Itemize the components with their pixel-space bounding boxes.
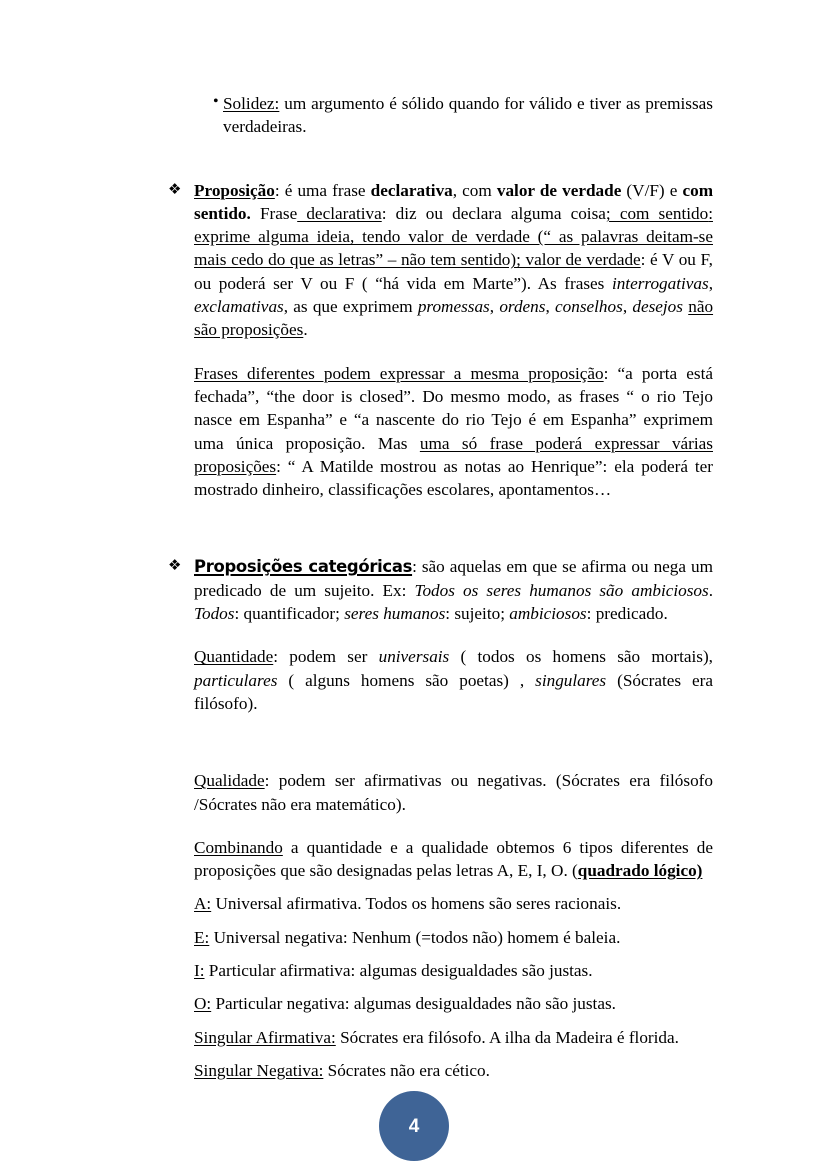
list-item-solidez — [168, 92, 713, 139]
quantidade-t4: (Sócrates era filósofo). — [194, 670, 714, 713]
spacer — [168, 501, 713, 541]
paragraph-frases-diferentes — [168, 362, 713, 502]
categoricas-t5: : predicado. — [586, 604, 668, 624]
list-item-singular-afirmativa — [168, 1026, 713, 1049]
categoricas-t2: . — [708, 580, 713, 600]
proposicao-i4: ordens — [499, 297, 546, 317]
proposicao-t8: , — [708, 273, 713, 293]
list-item-o — [168, 992, 713, 1015]
spacer — [168, 916, 713, 926]
frases-u1: Frases diferentes podem expressar a mesma proposição — [194, 363, 604, 383]
diamond-bullet-icon: ❖ — [168, 179, 182, 198]
frases-u2: uma só frase poderá expressar várias proposições — [194, 433, 713, 476]
proposicao-t14: . — [303, 320, 308, 340]
categoricas-t1: : são aquelas em que se afirma ou nega um predicado de um sujeito. Ex: — [194, 557, 713, 600]
proposicao-t9: , as que exprimem — [283, 297, 418, 317]
quantidade-t1: : podem ser — [273, 647, 379, 667]
categoricas-i4: ambiciosos — [509, 604, 587, 624]
qualidade-u1: Qualidade — [194, 771, 265, 791]
combinando-quadrado-logico: quadrado lógico) — [577, 861, 703, 881]
categoricas-i1: Todos os seres humanos são ambiciosos — [414, 580, 709, 600]
proposicao-u2: ; com sentido — [605, 203, 709, 223]
proposicao-term: Proposição — [194, 180, 275, 200]
spacer — [168, 625, 713, 645]
quantidade-u1: Quantidade — [194, 647, 274, 667]
proposicao-t3: (V/F) e — [621, 180, 683, 200]
aeio-text: Sócrates não era cético. — [323, 1060, 490, 1080]
categoricas-i2: Todos — [194, 604, 235, 624]
quantidade-i2: particulares — [194, 670, 278, 690]
list-item-i — [168, 959, 713, 982]
quantidade-t3: ( alguns homens são poetas) , — [277, 670, 536, 690]
categoricas-t3: : quantificador; — [234, 604, 345, 624]
aeio-text: Universal afirmativa. Todos os homens são seres racionais. — [211, 894, 622, 914]
spacer — [168, 139, 713, 179]
proposicao-b2: valor de verdade — [496, 180, 622, 200]
proposicao-t12: , — [622, 297, 633, 317]
page-number-label: 4 — [408, 1115, 420, 1137]
aeio-label: E: — [194, 927, 210, 947]
combinando-u1: Combinando — [194, 837, 283, 857]
spacer — [168, 541, 713, 555]
paragraph-combinando — [168, 836, 713, 883]
proposicao-u1: declarativa — [297, 203, 382, 223]
proposicao-b3: com sentido. — [194, 180, 714, 223]
paragraph-quantidade — [168, 645, 713, 715]
quantidade-t2: ( todos os homens são mortais), — [449, 647, 713, 667]
categoricas-t4: : sujeito; — [445, 604, 510, 624]
list-item-e — [168, 926, 713, 949]
spacer — [168, 755, 713, 769]
spacer — [168, 949, 713, 959]
aeio-label: I: — [194, 961, 205, 981]
solidez-text: um argumento é sólido quando for válido e tiver as premissas verdadeiras. — [223, 94, 713, 137]
proposicao-t6: : exprime alguma ideia, tendo valor de verdade (“ as palavras deitam-se mais cedo do que as letras” – não tem sentido); — [194, 203, 713, 270]
proposicao-t4: Frase — [250, 203, 298, 223]
frases-t2: : “ A Matilde mostrou as notas ao Henrique”: ela poderá ter mostrado dinheiro, classificações escolares, apontamentos… — [194, 456, 713, 500]
proposicao-t7: : é V ou F, ou poderá ser V ou F ( “há vida em Marte”). As frases — [194, 250, 713, 293]
proposicao-u3: valor de verdade — [525, 250, 641, 270]
proposicao-t10: , — [489, 297, 500, 317]
proposicao-i6: desejos — [632, 297, 683, 317]
proposicao-i3: promessas — [417, 297, 490, 317]
spacer — [168, 982, 713, 992]
quantidade-i3: singulares — [535, 670, 607, 690]
categoricas-i3: seres humanos — [344, 604, 446, 624]
paragraph-qualidade — [168, 769, 713, 816]
frases-t1: : “a porta está fechada”, “the door is closed”. Do mesmo modo, as frases “ o rio Tejo nasce em Espanha” e “a nascente do rio Tejo é em Espanha” exprimem uma única proposição. Mas — [194, 363, 713, 453]
aeio-text: Sócrates era filósofo. A ilha da Madeira é florida. — [335, 1027, 679, 1047]
qualidade-t1: : podem ser afirmativas ou negativas. (Sócrates era filósofo /Sócrates não era matemático). — [194, 771, 713, 814]
aeio-text: Particular afirmativa: algumas desigualdades são justas. — [204, 961, 593, 981]
spacer — [168, 342, 713, 362]
proposicao-t11: , — [545, 297, 556, 317]
quantidade-i1: universais — [378, 647, 450, 667]
categoricas-heading: Proposições categóricas — [194, 557, 413, 577]
aeio-label: O: — [194, 994, 212, 1014]
list-item-a — [168, 892, 713, 915]
spacer — [168, 1016, 713, 1026]
aeio-label: Singular Negativa: — [194, 1060, 324, 1080]
document-body — [168, 92, 713, 1082]
proposicao-t1: : é uma frase — [274, 180, 371, 200]
aeio-label: Singular Afirmativa: — [194, 1027, 336, 1047]
round-bullet-icon: • — [213, 93, 219, 110]
aeio-text: Universal negativa: Nenhum (=todos não) homem é baleia. — [209, 927, 621, 947]
proposicao-t5: : diz ou declara alguma coisa — [381, 203, 606, 223]
list-item-proposicoes-categoricas — [168, 555, 713, 625]
proposicao-i2: exclamativas — [194, 297, 284, 317]
aeio-label: A: — [194, 894, 212, 914]
spacer — [168, 715, 713, 755]
spacer — [168, 882, 713, 892]
page-number-badge — [379, 1091, 449, 1161]
solidez-term: Solidez: — [223, 94, 280, 113]
proposicao-i5: conselhos — [555, 297, 623, 317]
list-item-singular-negativa — [168, 1059, 713, 1082]
proposicao-b1: declarativa — [370, 180, 453, 200]
list-item-proposicao — [168, 179, 713, 342]
aeio-text: Particular negativa: algumas desigualdades não são justas. — [211, 994, 616, 1014]
spacer — [168, 1049, 713, 1059]
proposicao-u4: não são proposições — [194, 297, 714, 340]
combinando-t1: a quantidade e a qualidade obtemos 6 tipos diferentes de proposições que são designadas pelas letras A, E, I, O. ( — [194, 837, 713, 881]
spacer — [168, 816, 713, 836]
diamond-bullet-icon: ❖ — [168, 556, 182, 575]
proposicao-i1: interrogativas — [611, 273, 709, 293]
proposicao-t2: , com — [452, 180, 497, 200]
